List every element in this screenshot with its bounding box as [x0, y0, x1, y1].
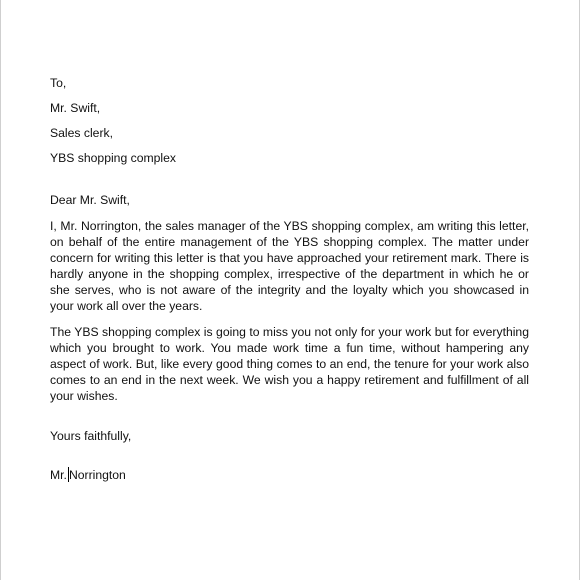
address-to-line: To, — [50, 76, 67, 90]
salutation: Dear Mr. Swift, — [50, 193, 130, 207]
signature-name: Norrington — [68, 468, 126, 482]
letter-body[interactable] — [50, 75, 529, 483]
signature-line — [50, 467, 529, 483]
recipient-company: YBS shopping complex — [50, 151, 177, 165]
body-paragraph-2: The YBS shopping complex is going to miss you not only for your work but for everything which you brought to work. You made work time a fun time, without hampering any aspect of work. But, like every good thing comes to an end, the tenure for your work also comes to an end in the next week. We wish you a happy retirement and fulfillment of all your wishes. — [50, 325, 529, 403]
signature-prefix: Mr. — [50, 468, 67, 482]
recipient-address-block — [50, 75, 529, 166]
recipient-name: Mr. Swift, — [50, 101, 101, 115]
body-paragraph-1: I, Mr. Norrington, the sales manager of the YBS shopping complex, am writing this letter, on behalf of the entire management of the YBS shopping complex. The matter under concern for writing this letter is that you have approached your retirement mark. There is hardly anyone in the shopping complex, irrespective of the department in which he or she serves, who is not aware of the integrity and the loyalty which you showcased in your work all over the years. — [50, 219, 529, 313]
recipient-title: Sales clerk, — [50, 126, 113, 140]
closing-line: Yours faithfully, — [50, 429, 132, 443]
